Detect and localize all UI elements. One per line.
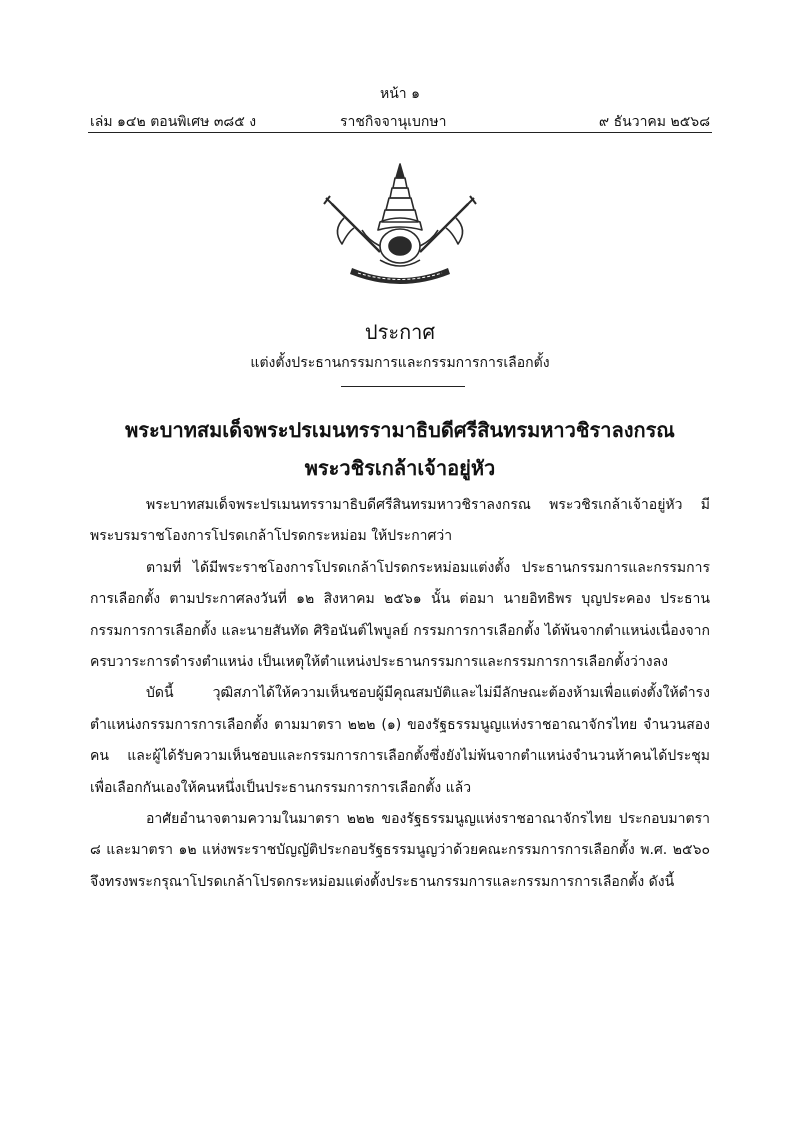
body-paragraph: พระบาทสมเด็จพระปรเมนทรรามาธิบดีศรีสินทรมหาวชิราลงกรณ พระวชิรเกล้าเจ้าอยู่หัว มีพระบรมราชโองการโปรดเกล้าโปรดกระหม่อม ให้ประกาศว่า xyxy=(90,497,710,545)
page-number: หน้า ๑ xyxy=(380,86,420,102)
title-divider xyxy=(341,386,465,387)
gazette-date: ๙ ธันวาคม ๒๕๖๘ xyxy=(598,114,710,130)
announcement-subtitle: แต่งตั้งประธานกรรมการและกรรมการการเลือกตั้ง xyxy=(250,355,550,371)
body-paragraph: ตามที่ ได้มีพระราชโองการโปรดเกล้าโปรดกระหม่อมแต่งตั้ง ประธานกรรมการและกรรมการการเลือกตั้ง ตามประกาศลงวันที่ ๑๒ สิงหาคม ๒๕๖๑ นั้น ต่อมา นายอิทธิพร บุญประคอง ประธานกรรมการการเลือกตั้ง และนายสันทัด ศิริอนันต์ไพบูลย์ กรรมการการเลือกตั้ง ได้พ้นจากตำแหน่งเนื่องจากครบวาระการดำรงตำแหน่ง เป็นเหตุให้ตำแหน่งประธานกรรมการและกรรมการการเลือกตั้งว่างลง xyxy=(90,559,710,671)
announcement-title: ประกาศ xyxy=(364,320,436,344)
king-name-line1: พระบาทสมเด็จพระปรเมนทรรามาธิบดีศรีสินทรมหาวชิราลงกรณ xyxy=(125,418,675,442)
gazette-title: ราชกิจจานุเบกษา xyxy=(340,114,447,130)
gazette-volume: เล่ม ๑๔๒ ตอนพิเศษ ๓๘๕ ง xyxy=(90,114,257,130)
king-name-line2: พระวชิรเกล้าเจ้าอยู่หัว xyxy=(304,456,496,480)
body-paragraph: บัดนี้ วุฒิสภาได้ให้ความเห็นชอบผู้มีคุณสมบัติและไม่มีลักษณะต้องห้ามเพื่อแต่งตั้งให้ดำรงตำแหน่งกรรมการการเลือกตั้ง ตามมาตรา ๒๒๒ (๑) ของรัฐธรรมนูญแห่งราชอาณาจักรไทย จำนวนสองคน และผู้ได้รับความเห็นชอบและกรรมการการเลือกตั้งซึ่งยังไม่พ้นจากตำแหน่งจำนวนห้าคนได้ประชุมเพื่อเลือกกันเองให้คนหนึ่งเป็นประธานกรรมการการเลือกตั้ง แล้ว xyxy=(90,685,710,796)
royal-emblem-icon xyxy=(318,160,482,290)
body-paragraph: อาศัยอำนาจตามความในมาตรา ๒๒๒ ของรัฐธรรมนูญแห่งราชอาณาจักรไทย ประกอบมาตรา ๘ และมาตรา ๑๒ แห่งพระราชบัญญัติประกอบรัฐธรรมนูญว่าด้วยคณะกรรมการการเลือกตั้ง พ.ศ. ๒๕๖๐ จึงทรงพระกรุณาโปรดเกล้าโปรดกระหม่อมแต่งตั้งประธานกรรมการและกรรมการการเลือกตั้ง ดังนี้ xyxy=(90,811,710,890)
document-body xyxy=(90,490,710,898)
header-divider xyxy=(88,132,712,133)
